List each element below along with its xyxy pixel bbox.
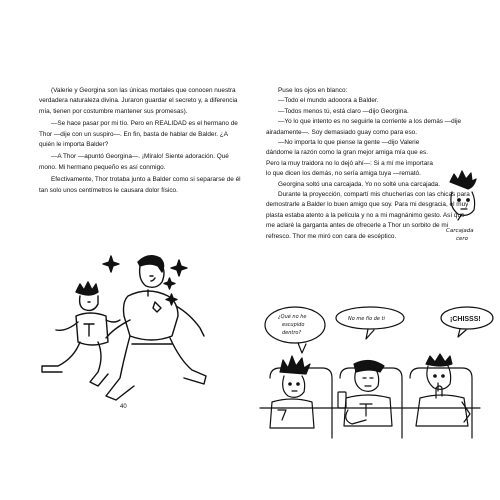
- paragraph: (Valerie y Georgina son las únicas mortales que conocen nuestra verdadera naturaleza divina. Juraron guardar el secreto y, a diferencia mía, tienen por costumbre mantener sus promesas).: [39, 87, 238, 115]
- cinema-illustration: [250, 0, 500, 500]
- paragraph: —Todos menos tú, está claro —dijo Georgina.: [278, 107, 409, 115]
- paragraph: Puse los ojos en blanco:: [278, 87, 348, 94]
- paragraph: —A Thor —apuntó Georgina—. ¡Míralo! Siente adoración. Qué mono. Mi hermano pequeño es así conmigo.: [39, 153, 229, 171]
- margin-note-line2: cero: [456, 236, 469, 242]
- speech-bubble-left-line3: dentro?: [282, 330, 302, 336]
- speech-bubble-right-text: ¡CHISSS!: [450, 316, 481, 323]
- margin-note-line1: Carcajada: [446, 228, 474, 234]
- paragraph: —Se hace pasar por mi tío. Pero en REALIDAD es el hermano de Thor —dije con un suspiro—. En fin, basta de hablar de Balder. ¿A quién le importa Balder?: [39, 120, 238, 149]
- page-number: 40: [120, 404, 127, 410]
- paragraph: Georgina soltó una carcajada. Yo no solté una carcajada.: [278, 180, 441, 188]
- thor-figure: [42, 282, 120, 386]
- speech-bubble-middle-text: No me fío de ti: [348, 316, 385, 322]
- paragraph: —Todo el mundo adooora a Balder.: [278, 97, 379, 105]
- balder-figure: [106, 256, 206, 400]
- speech-bubble-left-line2: escupido: [282, 322, 305, 328]
- paragraph: Efectivamente, Thor trotaba junto a Balder como si separarse de él tan solo unos centímetros le causara dolor físico.: [39, 176, 241, 194]
- speech-bubble-left-line1: ¿Qué no he: [278, 314, 307, 320]
- running-illustration: [0, 0, 250, 420]
- paragraph: —Yo lo que intento es no seguirle la corriente a los demás —dije airadamente—. Soy demasiado guay como para eso.: [266, 118, 462, 136]
- paragraph: Durante la proyección, compartí mis chucherías con las chicas para demostrarle a Balder lo buen amigo que soy. Para mi desgracia, el muy plasta estaba atento a la película y no a mi magnánimo gesto. Así que me aclaré la garganta antes de ofrecerle a Thor un sorbito de mi refresco. Thor me miró con cara de escéptico.: [266, 191, 470, 240]
- right-page: [250, 0, 500, 500]
- paragraph: —No importa lo que piense la gente —dijo Valerie dándome la razón como la gran mejor amiga mía que es. Pero la muy traidora no lo dejó ahí—: Si a mí me importara lo que dicen los demás, no sería amiga tuya —remató.: [266, 139, 433, 178]
